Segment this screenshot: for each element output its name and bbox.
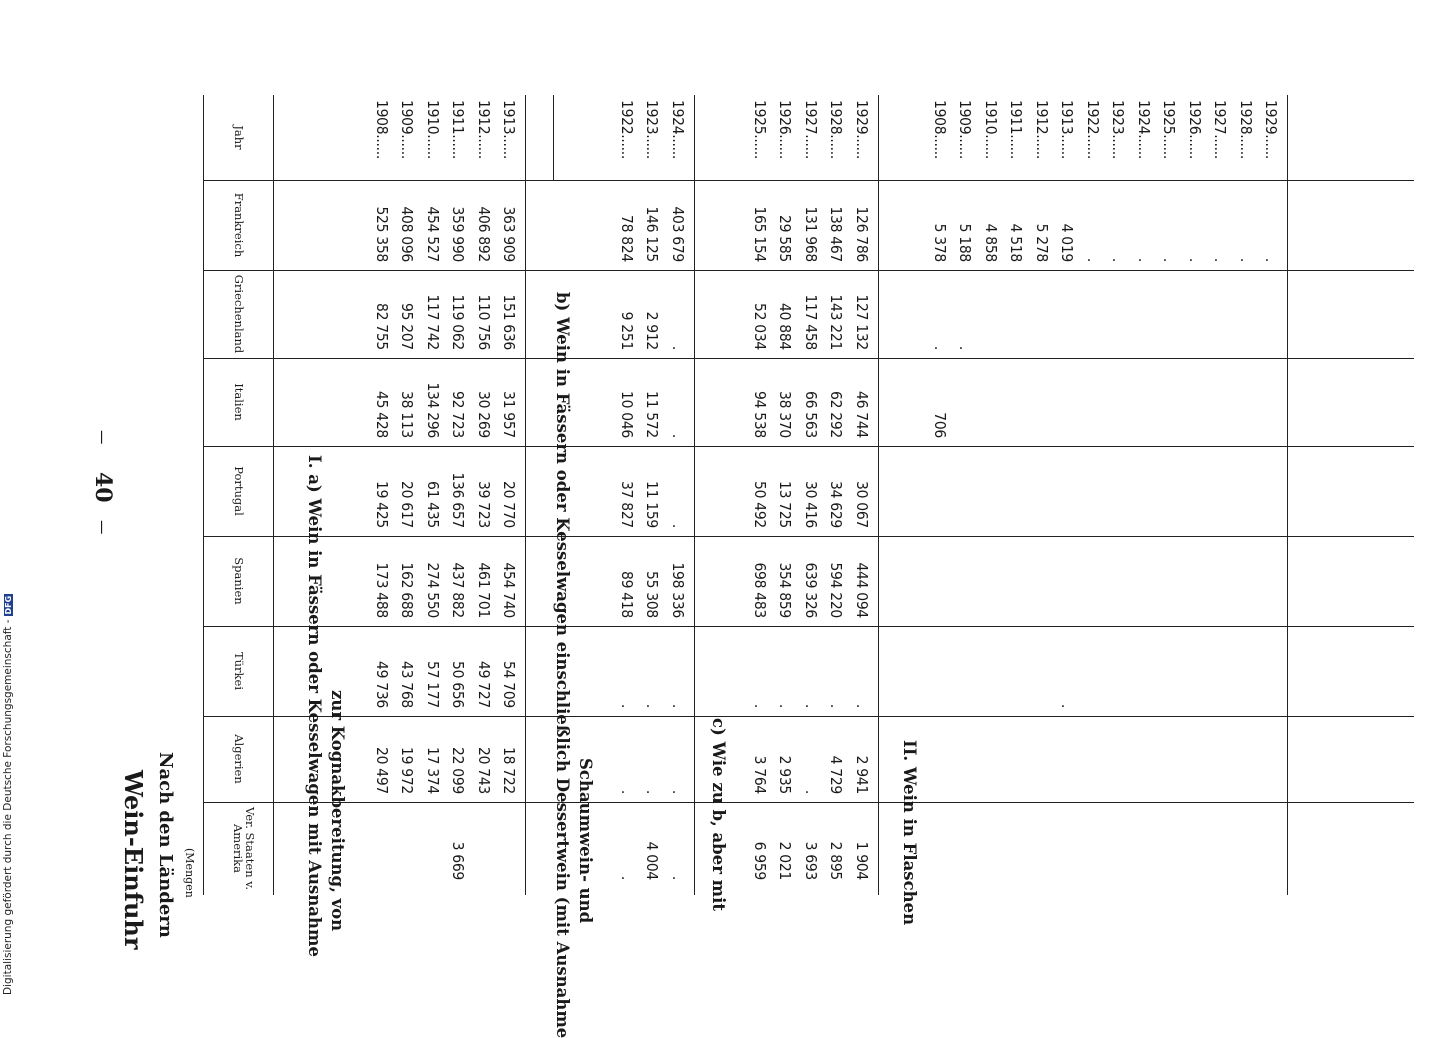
table-cell: 4 004 (643, 841, 662, 880)
row-year: 1924...... (1135, 100, 1153, 160)
table-cell: 57 177 (424, 661, 442, 708)
table-cell: 39 723 (475, 481, 493, 528)
table-cell: 20 617 (398, 481, 417, 528)
table-cell: . (1160, 257, 1179, 262)
row-year: 1911...... (449, 100, 468, 160)
table-cell: 55 308 (643, 571, 662, 618)
table-cell: 454 527 (424, 206, 442, 262)
row-year: 1927...... (802, 100, 820, 160)
table-cell: 408 096 (398, 206, 417, 262)
table-cell: 1 904 (853, 841, 871, 880)
row-year: 1925...... (1160, 100, 1179, 160)
table-cell: 19 425 (373, 481, 391, 528)
table-cell: 11 572 (643, 391, 662, 438)
table-cell: 117 458 (802, 294, 820, 350)
table-cell: . (669, 433, 687, 438)
table-title: Wein-Einfuhr (119, 770, 148, 950)
footer-text: Digitalisierung gefördert durch die Deutsche Forschungsgemeinschaft - (2, 619, 14, 995)
table-cell: 10 046 (618, 391, 636, 438)
table-cell: . (931, 345, 949, 350)
row-year: 1927...... (1211, 100, 1230, 160)
table-cell: 406 892 (475, 206, 493, 262)
section-a-heading: I. a) Wein in Fässern oder Kesselwagen mit Ausnahme (305, 455, 324, 957)
row-year: 1923...... (643, 100, 662, 160)
table-cell: . (618, 875, 636, 880)
unit-note: (Mengen (183, 848, 196, 898)
table-cell: 95 207 (398, 303, 417, 350)
table-cell: 94 538 (751, 391, 769, 438)
table-cell: . (956, 345, 975, 350)
row-year: 1922...... (618, 100, 636, 160)
table-cell: 43 768 (398, 661, 417, 708)
table-cell: . (669, 345, 687, 350)
table-cell: 151 636 (500, 294, 519, 350)
table-cell: 78 824 (618, 215, 636, 262)
table-cell: 274 550 (424, 562, 442, 618)
col-header-algerien: Algerien (232, 734, 246, 784)
table-cell: 66 563 (802, 391, 820, 438)
col-header-griechenland: Griechenland (232, 274, 246, 354)
table-cell: 30 269 (475, 391, 493, 438)
table-cell: 54 709 (500, 661, 519, 708)
row-year: 1908...... (373, 100, 391, 160)
table-cell: 359 990 (449, 206, 468, 262)
dfg-logo: DFG (4, 595, 13, 615)
digitization-footer (2, 595, 16, 995)
table-cell: 92 723 (449, 391, 468, 438)
col-header-frankreich: Frankreich (232, 192, 246, 258)
row-year: 1913...... (500, 100, 519, 160)
table-cell: 146 125 (643, 206, 662, 262)
col-sep (204, 536, 1414, 537)
col-header-tuerkei: Türkei (232, 651, 246, 691)
table-cell: 134 296 (424, 382, 442, 438)
group-bottom-rule (694, 95, 695, 895)
table-cell: 162 688 (398, 562, 417, 618)
table-cell: 34 629 (827, 481, 846, 528)
table-cell: 38 113 (398, 391, 417, 438)
col-sep (204, 626, 1414, 627)
table-cell: 20 497 (373, 747, 391, 794)
table-cell: 17 374 (424, 747, 442, 794)
table-cell: 698 483 (751, 562, 769, 618)
table-cell: 594 220 (827, 562, 846, 618)
table-cell: 49 736 (373, 661, 391, 708)
group-bottom-rule (1288, 95, 1289, 895)
table-cell: 13 725 (776, 481, 795, 528)
table-cell: 31 957 (500, 391, 519, 438)
header-top-rule (203, 95, 204, 895)
table-cell: . (1135, 257, 1153, 262)
table-cell: 110 756 (475, 294, 493, 350)
table-cell: 22 099 (449, 747, 468, 794)
table-cell: 127 132 (853, 294, 871, 350)
row-year: 1909...... (956, 100, 975, 160)
table-cell: 4 019 (1058, 223, 1077, 262)
table-cell: 131 968 (802, 206, 820, 262)
table-cell: . (1211, 257, 1230, 262)
table-cell: 706 (931, 412, 949, 438)
table-cell: . (1109, 257, 1128, 262)
table-cell: 30 067 (853, 481, 871, 528)
row-year: 1912...... (475, 100, 493, 160)
table-cell: . (1084, 257, 1102, 262)
table-cell: 126 786 (853, 206, 871, 262)
col-header-italien: Italien (232, 383, 246, 421)
table-cell: . (827, 703, 846, 708)
table-cell: 4 518 (1007, 223, 1026, 262)
row-year: 1928...... (827, 100, 846, 160)
col-header-usa: Ver. Staaten v. Amerika (231, 806, 257, 891)
row-year: 1928...... (1237, 100, 1255, 160)
table-cell: 3 693 (802, 841, 820, 880)
table-cell: 49 727 (475, 661, 493, 708)
table-cell: . (669, 789, 687, 794)
page-number-dash-left: — (93, 430, 112, 445)
table-cell: 9 251 (618, 311, 636, 350)
row-year: 1910...... (982, 100, 1000, 160)
row-year: 1911...... (1007, 100, 1026, 160)
table-cell: . (1262, 257, 1281, 262)
group-bottom-rule (878, 95, 879, 895)
table-cell: . (853, 703, 871, 708)
table-cell: 2 021 (776, 841, 795, 880)
row-year: 1908...... (931, 100, 949, 160)
row-year: 1929...... (1262, 100, 1281, 160)
table-cell: 4 858 (982, 223, 1000, 262)
table-cell: . (618, 703, 636, 708)
table-cell: 444 094 (853, 562, 871, 618)
table-cell: 454 740 (500, 562, 519, 618)
table-cell: 4 729 (827, 755, 846, 794)
section-ii-heading: II. Wein in Flaschen (900, 740, 919, 926)
col-header-portugal: Portugal (232, 466, 246, 516)
table-cell: 639 326 (802, 562, 820, 618)
table-cell: . (669, 523, 687, 528)
row-year: 1923...... (1109, 100, 1128, 160)
table-cell: 50 656 (449, 661, 468, 708)
table-cell: 38 370 (776, 391, 795, 438)
table-cell: 117 742 (424, 294, 442, 350)
table-cell: 2 895 (827, 841, 846, 880)
group-bottom-rule (526, 95, 527, 895)
table-cell: 525 358 (373, 206, 391, 262)
row-year: 1910...... (424, 100, 442, 160)
col-sep (204, 446, 1414, 447)
table-cell: . (776, 703, 795, 708)
row-year: 1913...... (1058, 100, 1077, 160)
table-cell: . (802, 703, 820, 708)
table-cell: 5 278 (1033, 223, 1051, 262)
header-bottom-rule (273, 95, 274, 895)
section-b-heading-cont: Schaumwein- und (576, 758, 595, 924)
table-cell: 82 755 (373, 303, 391, 350)
table-cell: 461 701 (475, 562, 493, 618)
table-cell: . (802, 789, 820, 794)
table-cell: 46 744 (853, 391, 871, 438)
table-cell: 40 884 (776, 303, 795, 350)
row-year: 1912...... (1033, 100, 1051, 160)
table-cell: 6 959 (751, 841, 769, 880)
group-rule (553, 95, 554, 180)
table-cell: 3 669 (449, 841, 468, 880)
col-sep (204, 180, 1414, 181)
table-cell: 52 034 (751, 303, 769, 350)
table-cell: 363 909 (500, 206, 519, 262)
table-cell: 119 062 (449, 294, 468, 350)
table-cell: 354 859 (776, 562, 795, 618)
table-cell: 173 488 (373, 562, 391, 618)
table-cell: . (643, 703, 662, 708)
table-cell: 5 378 (931, 223, 949, 262)
row-year: 1925...... (751, 100, 769, 160)
table-cell: . (669, 703, 687, 708)
col-header-spanien: Spanien (232, 557, 246, 605)
table-cell: 403 679 (669, 206, 687, 262)
table-cell: . (1058, 703, 1077, 708)
table-cell: 2 935 (776, 755, 795, 794)
table-cell: 61 435 (424, 481, 442, 528)
table-cell: 136 657 (449, 472, 468, 528)
table-cell: 62 292 (827, 391, 846, 438)
table-cell: 29 585 (776, 215, 795, 262)
page-number: 40 (90, 472, 116, 503)
table-cell: 437 882 (449, 562, 468, 618)
table-cell: 2 912 (643, 311, 662, 350)
table-cell: 5 188 (956, 223, 975, 262)
table-cell: . (618, 789, 636, 794)
table-cell: 198 336 (669, 562, 687, 618)
table-cell: 45 428 (373, 391, 391, 438)
table-cell: 165 154 (751, 206, 769, 262)
section-c-heading: c) Wie zu b, aber mit (709, 718, 728, 911)
row-year: 1922...... (1084, 100, 1102, 160)
row-year: 1926...... (1186, 100, 1204, 160)
table-cell: . (1186, 257, 1204, 262)
table-cell: . (669, 875, 687, 880)
table-cell: 20 743 (475, 747, 493, 794)
row-year: 1924...... (669, 100, 687, 160)
table-cell: 19 972 (398, 747, 417, 794)
col-header-year: Jahr (232, 125, 246, 150)
table-cell: 11 159 (643, 481, 662, 528)
table-cell: 3 764 (751, 755, 769, 794)
table-cell: 30 416 (802, 481, 820, 528)
table-cell: 20 770 (500, 481, 519, 528)
table-subtitle: Nach den Ländern (155, 752, 176, 938)
row-year: 1909...... (398, 100, 417, 160)
table-cell: 2 941 (853, 755, 871, 794)
row-year: 1929...... (853, 100, 871, 160)
table-cell: 143 221 (827, 294, 846, 350)
table-cell: 37 827 (618, 481, 636, 528)
page-number-dash-right: — (93, 520, 112, 535)
table-cell: 89 418 (618, 571, 636, 618)
table-cell: . (643, 789, 662, 794)
table-cell: 18 722 (500, 747, 519, 794)
section-a-heading-cont: zur Kognakbereitung, von (328, 690, 347, 932)
table-cell: 138 467 (827, 206, 846, 262)
table-cell: . (751, 703, 769, 708)
table-cell: . (1237, 257, 1255, 262)
section-b-heading: b) Wein in Fässern oder Kesselwagen einschließlich Dessertwein (mit Ausnahme (553, 292, 572, 1038)
table-cell: 50 492 (751, 481, 769, 528)
row-year: 1926...... (776, 100, 795, 160)
